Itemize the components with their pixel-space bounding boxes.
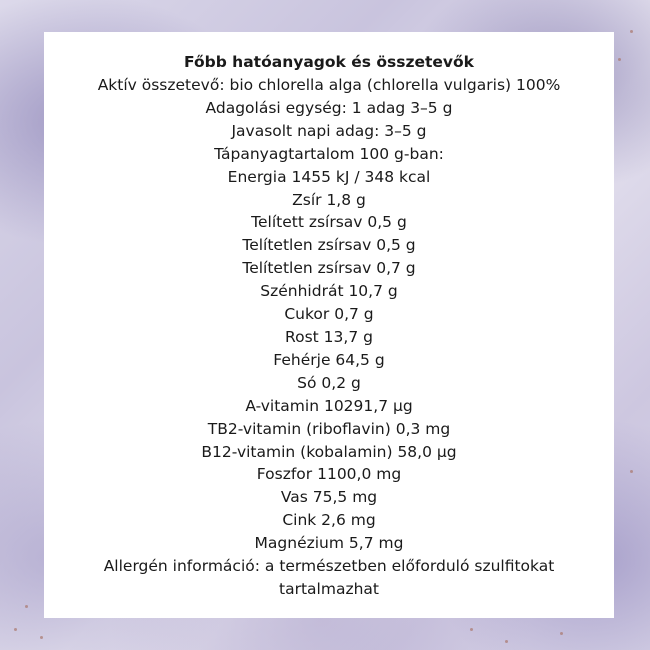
glitter-speck — [25, 605, 28, 608]
glitter-speck — [630, 30, 633, 33]
glitter-speck — [630, 470, 633, 473]
ingredient-line: A-vitamin 10291,7 µg — [245, 396, 413, 415]
ingredient-line: Zsír 1,8 g — [292, 190, 366, 209]
ingredient-line: Cink 2,6 mg — [282, 511, 376, 530]
ingredient-line: Telítetlen zsírsav 0,5 g — [242, 236, 416, 255]
ingredient-line: Fehérje 64,5 g — [273, 350, 385, 369]
ingredient-line: Allergén információ: a természetben előforduló szulfitokat tartalmazhat — [103, 557, 555, 598]
card-title: Főbb hatóanyagok és összetevők — [183, 53, 474, 71]
ingredient-line: TB2-vitamin (riboflavin) 0,3 mg — [207, 419, 451, 438]
glitter-speck — [40, 636, 43, 639]
ingredient-line: Aktív összetevő: bio chlorella alga (chlorella vulgaris) 100% — [97, 76, 561, 94]
ingredient-line: Vas 75,5 mg — [280, 488, 378, 507]
ingredient-line: B12-vitamin (kobalamin) 58,0 µg — [201, 442, 457, 461]
ingredients-list — [44, 74, 614, 601]
ingredient-line: Szénhidrát 10,7 g — [260, 282, 398, 301]
glitter-speck — [560, 632, 563, 635]
ingredient-line: Energia 1455 kJ / 348 kcal — [227, 167, 431, 186]
glitter-speck — [470, 628, 473, 631]
ingredient-line: Foszfor 1100,0 mg — [256, 465, 402, 484]
glitter-speck — [505, 640, 508, 643]
ingredient-line: Javasolt napi adag: 3–5 g — [231, 121, 427, 140]
ingredients-card — [44, 32, 614, 618]
glitter-speck — [14, 628, 17, 631]
ingredient-line: Cukor 0,7 g — [284, 305, 374, 324]
ingredient-line: Rost 13,7 g — [285, 327, 373, 346]
ingredient-line: Magnézium 5,7 mg — [254, 534, 404, 553]
ingredient-line: Telített zsírsav 0,5 g — [251, 213, 407, 232]
ingredient-line: Tápanyagtartalom 100 g-ban: — [214, 144, 444, 163]
ingredient-line: Telítetlen zsírsav 0,7 g — [242, 259, 416, 278]
ingredient-line: Adagolási egység: 1 adag 3–5 g — [205, 98, 453, 117]
ingredient-line: Só 0,2 g — [297, 373, 361, 392]
glitter-speck — [618, 58, 621, 61]
